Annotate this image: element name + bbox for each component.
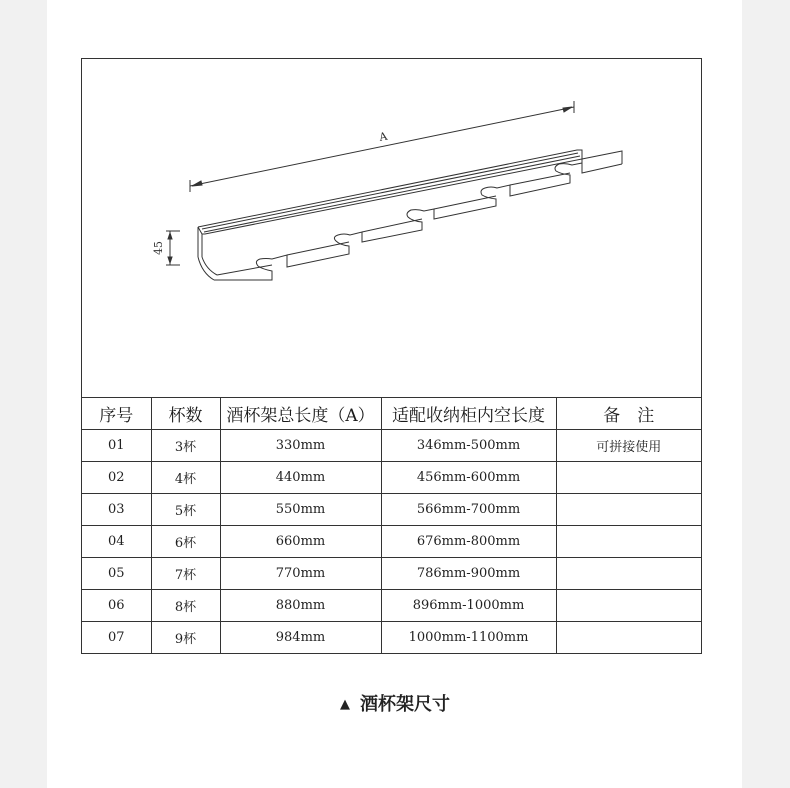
cell-index: 06 [82, 590, 151, 622]
table-row [82, 558, 701, 590]
table-header-row [82, 397, 701, 430]
cell-total-length: 984mm [220, 622, 381, 654]
cell-cabinet-length: 676mm-800mm [381, 526, 556, 558]
cell-remarks [556, 590, 701, 622]
cell-remarks [556, 494, 701, 526]
table-row [82, 430, 701, 462]
table-row [82, 494, 701, 526]
spec-sheet [81, 58, 702, 654]
dimension-line-a [190, 107, 574, 186]
table-row [82, 590, 701, 622]
technical-drawing [82, 59, 701, 398]
cell-cup-count: 8杯 [151, 590, 220, 622]
header-total-length: 酒杯架总长度（A） [220, 397, 381, 430]
cell-remarks: 可拼接使用 [556, 430, 701, 462]
wine-rack-drawing [82, 59, 701, 397]
cell-cup-count: 9杯 [151, 622, 220, 654]
table-row [82, 526, 701, 558]
figure-caption [0, 690, 790, 716]
cell-cabinet-length: 896mm-1000mm [381, 590, 556, 622]
cell-index: 01 [82, 430, 151, 462]
size-table [82, 397, 701, 653]
header-cup-count: 杯数 [151, 397, 220, 430]
cell-cup-count: 5杯 [151, 494, 220, 526]
triangle-up-icon: ▲ [340, 697, 350, 712]
header-remarks: 备 注 [556, 397, 701, 430]
cell-cup-count: 4杯 [151, 462, 220, 494]
cell-index: 02 [82, 462, 151, 494]
cell-total-length: 880mm [220, 590, 381, 622]
cell-total-length: 770mm [220, 558, 381, 590]
cell-total-length: 330mm [220, 430, 381, 462]
cell-index: 03 [82, 494, 151, 526]
cell-index: 05 [82, 558, 151, 590]
table-row [82, 462, 701, 494]
cell-remarks [556, 558, 701, 590]
header-cabinet-length: 适配收纳柜内空长度 [381, 397, 556, 430]
cell-index: 07 [82, 622, 151, 654]
table-row [82, 622, 701, 654]
cell-remarks [556, 462, 701, 494]
cell-remarks [556, 526, 701, 558]
cell-cabinet-length: 1000mm-1100mm [381, 622, 556, 654]
cell-total-length: 660mm [220, 526, 381, 558]
cell-cabinet-length: 346mm-500mm [381, 430, 556, 462]
cell-cup-count: 6杯 [151, 526, 220, 558]
header-index: 序号 [82, 397, 151, 430]
dimension-label-a: A [378, 129, 389, 144]
cell-cup-count: 3杯 [151, 430, 220, 462]
cell-remarks [556, 622, 701, 654]
dimension-label-height: 45 [152, 241, 165, 255]
cell-cup-count: 7杯 [151, 558, 220, 590]
cell-cabinet-length: 786mm-900mm [381, 558, 556, 590]
cell-total-length: 550mm [220, 494, 381, 526]
cell-cabinet-length: 566mm-700mm [381, 494, 556, 526]
cell-total-length: 440mm [220, 462, 381, 494]
cell-index: 04 [82, 526, 151, 558]
cell-cabinet-length: 456mm-600mm [381, 462, 556, 494]
caption-text: 酒杯架尺寸 [360, 694, 450, 715]
